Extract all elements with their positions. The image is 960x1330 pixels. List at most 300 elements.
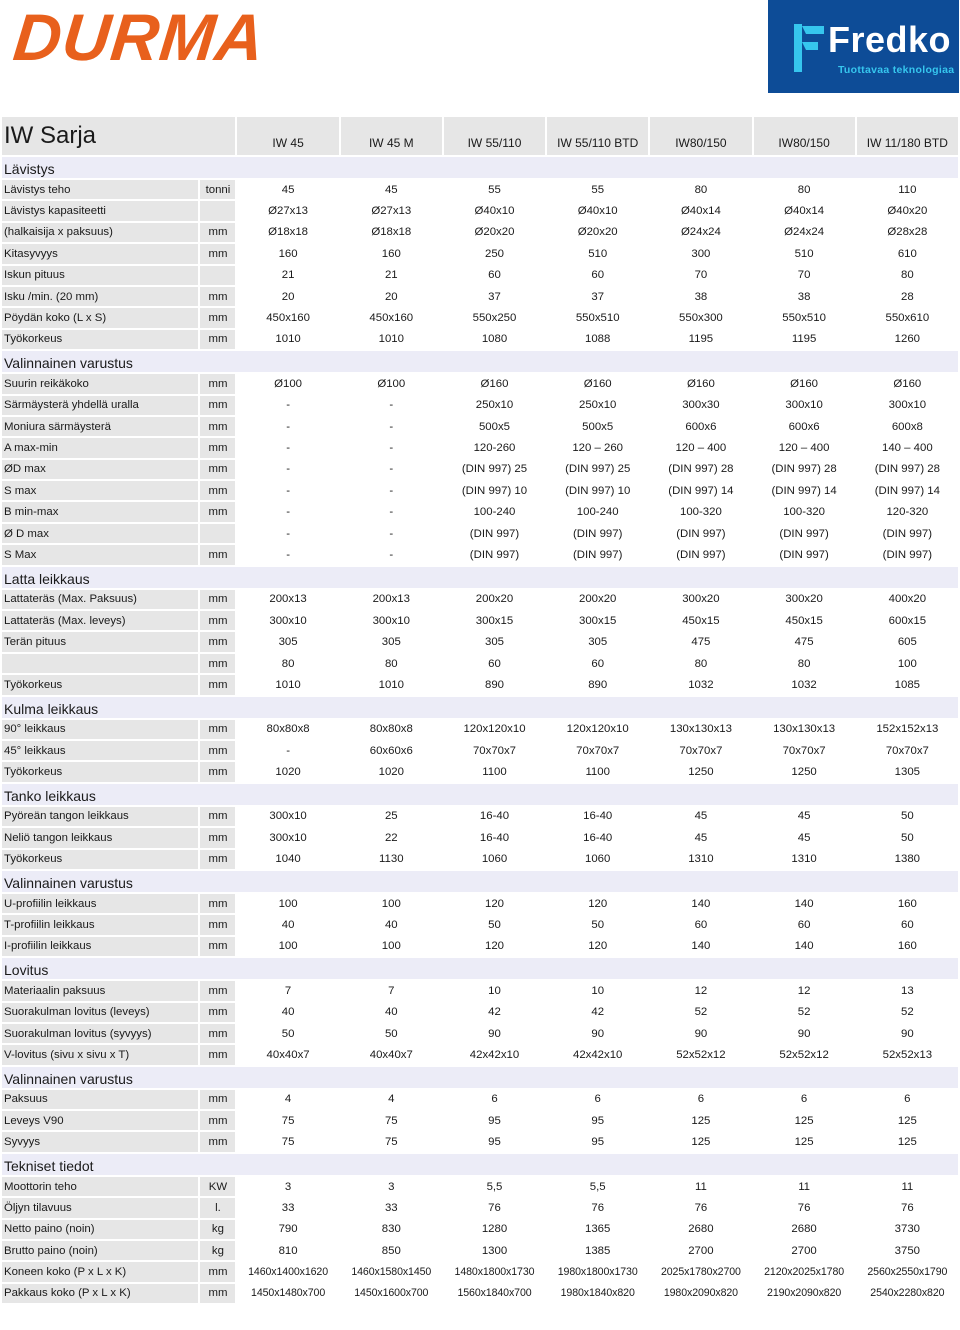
row-unit: mm <box>198 675 235 694</box>
value-cell: 38 <box>648 287 751 306</box>
value-cell: (DIN 997) 25 <box>442 460 545 479</box>
value-cell: 70x70x7 <box>855 741 958 760</box>
value-cell: (DIN 997) <box>648 524 751 543</box>
value-cell: (DIN 997) <box>855 545 958 564</box>
table-row <box>2 1220 958 1239</box>
row-label: Työkorkeus <box>2 330 198 349</box>
value-cell: 305 <box>442 632 545 651</box>
value-cell: 80 <box>752 180 855 199</box>
fredko-mark-icon <box>792 24 826 72</box>
table-row <box>2 1284 958 1303</box>
value-cell: 120 <box>545 894 648 913</box>
value-cell: 95 <box>442 1111 545 1130</box>
value-cell: 550x510 <box>752 308 855 327</box>
value-cell: 55 <box>442 180 545 199</box>
value-cell: 90 <box>855 1024 958 1043</box>
model-header: IW 55/110 BTD <box>545 117 648 155</box>
value-cell: 100-240 <box>442 502 545 521</box>
row-label: A max-min <box>2 438 198 457</box>
value-cell: 4 <box>339 1090 442 1109</box>
value-cell: 120 – 400 <box>648 438 751 457</box>
value-cell: 11 <box>648 1177 751 1196</box>
row-unit: mm <box>198 611 235 630</box>
value-cell: 45 <box>339 180 442 199</box>
value-cell: 130x130x13 <box>648 720 751 739</box>
value-cell: 1280 <box>442 1220 545 1239</box>
value-cell: 2680 <box>752 1220 855 1239</box>
value-cell: 95 <box>545 1132 648 1151</box>
value-cell: - <box>339 502 442 521</box>
value-cell: 2540x2280x820 <box>855 1284 958 1303</box>
value-cell: 6 <box>855 1090 958 1109</box>
value-cell: 42 <box>545 1003 648 1022</box>
value-cell: 6 <box>752 1090 855 1109</box>
value-cell: 100 <box>339 894 442 913</box>
value-cell: 76 <box>648 1198 751 1217</box>
value-cell: 80 <box>752 654 855 673</box>
value-cell: 75 <box>339 1132 442 1151</box>
row-unit: mm <box>198 1262 235 1281</box>
row-unit: mm <box>198 894 235 913</box>
value-cell: 600x15 <box>855 611 958 630</box>
value-cell: 52x52x12 <box>752 1045 855 1064</box>
table-row <box>2 308 958 327</box>
value-cell: 1010 <box>235 675 338 694</box>
row-label: Pyöreän tangon leikkaus <box>2 807 198 826</box>
value-cell: 120x120x10 <box>442 720 545 739</box>
value-cell: Ø40x14 <box>648 201 751 220</box>
value-cell: 300x10 <box>855 396 958 415</box>
value-cell: 52x52x13 <box>855 1045 958 1064</box>
value-cell: 1450x1480x700 <box>235 1284 338 1303</box>
table-row <box>2 654 958 673</box>
row-label: Ø D max <box>2 524 198 543</box>
value-cell: 120 – 400 <box>752 438 855 457</box>
fredko-wordmark: Fredko <box>828 19 952 60</box>
table-row <box>2 741 958 760</box>
table-row <box>2 223 958 242</box>
row-label: Syvyys <box>2 1132 198 1151</box>
value-cell: 28 <box>855 287 958 306</box>
row-label: Kitasyvyys <box>2 244 198 263</box>
value-cell: 120-320 <box>855 502 958 521</box>
value-cell: 1460x1580x1450 <box>339 1262 442 1281</box>
value-cell: 300x10 <box>752 396 855 415</box>
row-unit: mm <box>198 1111 235 1130</box>
value-cell: 120 <box>442 937 545 956</box>
value-cell: 55 <box>545 180 648 199</box>
model-header: IW 45 M <box>339 117 442 155</box>
value-cell: (DIN 997) <box>752 545 855 564</box>
value-cell: Ø160 <box>855 374 958 393</box>
value-cell: 1365 <box>545 1220 648 1239</box>
value-cell: 200x20 <box>442 590 545 609</box>
value-cell: 50 <box>442 915 545 934</box>
value-cell: 21 <box>235 266 338 285</box>
row-label: Isku /min. (20 mm) <box>2 287 198 306</box>
value-cell: 1020 <box>235 762 338 781</box>
table-row <box>2 590 958 609</box>
value-cell: 1060 <box>442 850 545 869</box>
section-title: Valinnainen varustus <box>2 351 958 372</box>
value-cell: - <box>339 460 442 479</box>
value-cell: 600x6 <box>648 417 751 436</box>
row-unit: mm <box>198 545 235 564</box>
value-cell: (DIN 997) <box>648 545 751 564</box>
value-cell: 510 <box>545 244 648 263</box>
row-label: U-profiilin leikkaus <box>2 894 198 913</box>
section-row <box>2 567 958 588</box>
value-cell: 1980x2090x820 <box>648 1284 751 1303</box>
value-cell: Ø40x14 <box>752 201 855 220</box>
value-cell: 890 <box>545 675 648 694</box>
value-cell: 600x6 <box>752 417 855 436</box>
value-cell: 70x70x7 <box>545 741 648 760</box>
value-cell: (DIN 997) <box>752 524 855 543</box>
table-row <box>2 720 958 739</box>
value-cell: 40 <box>235 1003 338 1022</box>
value-cell: 125 <box>752 1132 855 1151</box>
value-cell: - <box>339 545 442 564</box>
value-cell: (DIN 997) 14 <box>648 481 751 500</box>
row-label: Suorakulman lovitus (leveys) <box>2 1003 198 1022</box>
model-header: IW 45 <box>235 117 338 155</box>
value-cell: 75 <box>235 1111 338 1130</box>
value-cell: Ø24x24 <box>648 223 751 242</box>
row-label: 45° leikkaus <box>2 741 198 760</box>
value-cell: 1100 <box>442 762 545 781</box>
value-cell: 16-40 <box>442 828 545 847</box>
value-cell: - <box>235 396 338 415</box>
row-label: Materiaalin paksuus <box>2 981 198 1000</box>
row-label: S max <box>2 481 198 500</box>
section-title: Kulma leikkaus <box>2 697 958 718</box>
value-cell: 120-260 <box>442 438 545 457</box>
value-cell: 80 <box>648 654 751 673</box>
row-unit: mm <box>198 438 235 457</box>
value-cell: 45 <box>752 828 855 847</box>
section-row <box>2 1154 958 1175</box>
value-cell: 6 <box>648 1090 751 1109</box>
value-cell: 60 <box>545 654 648 673</box>
value-cell: 80 <box>855 266 958 285</box>
value-cell: 400x20 <box>855 590 958 609</box>
value-cell: 75 <box>235 1132 338 1151</box>
row-unit: mm <box>198 1090 235 1109</box>
value-cell: 50 <box>545 915 648 934</box>
row-unit: mm <box>198 330 235 349</box>
value-cell: (DIN 997) 28 <box>855 460 958 479</box>
value-cell: 45 <box>752 807 855 826</box>
value-cell: Ø160 <box>648 374 751 393</box>
value-cell: 45 <box>648 807 751 826</box>
value-cell: - <box>339 481 442 500</box>
value-cell: 70x70x7 <box>752 741 855 760</box>
value-cell: 1100 <box>545 762 648 781</box>
value-cell: 160 <box>855 894 958 913</box>
row-unit: mm <box>198 244 235 263</box>
value-cell: 300 <box>648 244 751 263</box>
value-cell: - <box>235 524 338 543</box>
value-cell: 2120x2025x1780 <box>752 1262 855 1281</box>
value-cell: 100-320 <box>648 502 751 521</box>
row-label: Terän pituus <box>2 632 198 651</box>
table-row <box>2 1111 958 1130</box>
table-row <box>2 1262 958 1281</box>
section-row <box>2 958 958 979</box>
table-row <box>2 374 958 393</box>
table-row <box>2 762 958 781</box>
value-cell: - <box>235 417 338 436</box>
value-cell: 1385 <box>545 1241 648 1260</box>
table-row <box>2 460 958 479</box>
value-cell: (DIN 997) 28 <box>648 460 751 479</box>
value-cell: Ø100 <box>339 374 442 393</box>
spec-body <box>2 157 958 1303</box>
value-cell: 600x8 <box>855 417 958 436</box>
row-label: Suurin reikäkoko <box>2 374 198 393</box>
row-label: Netto paino (noin) <box>2 1220 198 1239</box>
row-unit: mm <box>198 807 235 826</box>
value-cell: 140 <box>648 937 751 956</box>
value-cell: Ø20x20 <box>545 223 648 242</box>
value-cell: 37 <box>442 287 545 306</box>
value-cell: 80 <box>648 180 751 199</box>
table-row <box>2 545 958 564</box>
value-cell: 22 <box>339 828 442 847</box>
value-cell: 95 <box>442 1132 545 1151</box>
value-cell: 1020 <box>339 762 442 781</box>
row-unit: mm <box>198 590 235 609</box>
value-cell: 70 <box>648 266 751 285</box>
value-cell: 140 <box>648 894 751 913</box>
row-label <box>2 654 198 673</box>
value-cell: 80 <box>235 654 338 673</box>
value-cell: 33 <box>235 1198 338 1217</box>
value-cell: 140 <box>752 937 855 956</box>
value-cell: 160 <box>339 244 442 263</box>
value-cell: 1060 <box>545 850 648 869</box>
section-title: Tanko leikkaus <box>2 784 958 805</box>
value-cell: 300x15 <box>442 611 545 630</box>
value-cell: 1980x1800x1730 <box>545 1262 648 1281</box>
value-cell: Ø20x20 <box>442 223 545 242</box>
row-unit: mm <box>198 915 235 934</box>
table-row <box>2 675 958 694</box>
value-cell: 1010 <box>235 330 338 349</box>
row-label: Lävistys teho <box>2 180 198 199</box>
row-label: Lattateräs (Max. leveys) <box>2 611 198 630</box>
value-cell: 75 <box>339 1111 442 1130</box>
value-cell: 300x10 <box>339 611 442 630</box>
value-cell: 6 <box>442 1090 545 1109</box>
value-cell: 152x152x13 <box>855 720 958 739</box>
value-cell: (DIN 997) <box>855 524 958 543</box>
value-cell: 125 <box>855 1111 958 1130</box>
value-cell: 120x120x10 <box>545 720 648 739</box>
row-label: V-lovitus (sivu x sivu x T) <box>2 1045 198 1064</box>
value-cell: 40 <box>339 915 442 934</box>
table-row <box>2 981 958 1000</box>
row-unit: mm <box>198 654 235 673</box>
row-unit: mm <box>198 1003 235 1022</box>
value-cell: 76 <box>442 1198 545 1217</box>
value-cell: 120 – 260 <box>545 438 648 457</box>
value-cell: 160 <box>855 937 958 956</box>
value-cell: 60 <box>752 915 855 934</box>
value-cell: 450x160 <box>235 308 338 327</box>
value-cell: 125 <box>648 1132 751 1151</box>
table-row <box>2 1045 958 1064</box>
row-label: I-profiilin leikkaus <box>2 937 198 956</box>
durma-logo: DURMA <box>10 0 269 74</box>
value-cell: 1085 <box>855 675 958 694</box>
row-label: B min-max <box>2 502 198 521</box>
value-cell: 120 <box>442 894 545 913</box>
value-cell: 52 <box>648 1003 751 1022</box>
section-row <box>2 1067 958 1088</box>
value-cell: 200x20 <box>545 590 648 609</box>
row-unit: mm <box>198 850 235 869</box>
table-row <box>2 1132 958 1151</box>
value-cell: 160 <box>235 244 338 263</box>
header-row <box>2 117 958 155</box>
row-label: Lävistys kapasiteetti <box>2 201 198 220</box>
value-cell: Ø18x18 <box>235 223 338 242</box>
value-cell: 76 <box>855 1198 958 1217</box>
row-unit: mm <box>198 828 235 847</box>
row-unit <box>198 266 235 285</box>
value-cell: 300x10 <box>235 807 338 826</box>
value-cell: 5,5 <box>545 1177 648 1196</box>
value-cell: 90 <box>545 1024 648 1043</box>
row-unit: l. <box>198 1198 235 1217</box>
row-label: Suorakulman lovitus (syvyys) <box>2 1024 198 1043</box>
value-cell: (DIN 997) 28 <box>752 460 855 479</box>
value-cell: 2025x1780x2700 <box>648 1262 751 1281</box>
model-header: IW 55/110 <box>442 117 545 155</box>
section-row <box>2 784 958 805</box>
value-cell: Ø40x10 <box>545 201 648 220</box>
value-cell: 1260 <box>855 330 958 349</box>
row-unit: mm <box>198 502 235 521</box>
value-cell: 80x80x8 <box>339 720 442 739</box>
table-row <box>2 1003 958 1022</box>
value-cell: 1560x1840x700 <box>442 1284 545 1303</box>
value-cell: 42 <box>442 1003 545 1022</box>
value-cell: 21 <box>339 266 442 285</box>
table-row <box>2 915 958 934</box>
value-cell: 1010 <box>339 675 442 694</box>
value-cell: Ø40x10 <box>442 201 545 220</box>
value-cell: - <box>339 396 442 415</box>
value-cell: 50 <box>339 1024 442 1043</box>
value-cell: 50 <box>855 828 958 847</box>
row-label: Särmäysterä yhdellä uralla <box>2 396 198 415</box>
value-cell: 850 <box>339 1241 442 1260</box>
value-cell: 2700 <box>752 1241 855 1260</box>
spec-table <box>2 115 958 1305</box>
row-unit: mm <box>198 720 235 739</box>
value-cell: 60 <box>855 915 958 934</box>
value-cell: 20 <box>339 287 442 306</box>
value-cell: 1250 <box>648 762 751 781</box>
value-cell: 130x130x13 <box>752 720 855 739</box>
value-cell: 7 <box>339 981 442 1000</box>
value-cell: 1450x1600x700 <box>339 1284 442 1303</box>
value-cell: 13 <box>855 981 958 1000</box>
value-cell: 550x300 <box>648 308 751 327</box>
row-label: 90° leikkaus <box>2 720 198 739</box>
value-cell: (DIN 997) 10 <box>545 481 648 500</box>
value-cell: Ø24x24 <box>752 223 855 242</box>
row-unit: mm <box>198 1284 235 1303</box>
value-cell: 305 <box>235 632 338 651</box>
value-cell: 2560x2550x1790 <box>855 1262 958 1281</box>
value-cell: 125 <box>648 1111 751 1130</box>
row-label: Iskun pituus <box>2 266 198 285</box>
value-cell: Ø18x18 <box>339 223 442 242</box>
value-cell: 12 <box>648 981 751 1000</box>
row-label: Pakkaus koko (P x L x K) <box>2 1284 198 1303</box>
section-row <box>2 351 958 372</box>
value-cell: 80x80x8 <box>235 720 338 739</box>
table-row <box>2 244 958 263</box>
table-row <box>2 807 958 826</box>
row-label: Neliö tangon leikkaus <box>2 828 198 847</box>
value-cell: 1300 <box>442 1241 545 1260</box>
value-cell: 250x10 <box>545 396 648 415</box>
value-cell: 11 <box>752 1177 855 1196</box>
row-unit: KW <box>198 1177 235 1196</box>
row-label: Leveys V90 <box>2 1111 198 1130</box>
table-row <box>2 1090 958 1109</box>
value-cell: 300x30 <box>648 396 751 415</box>
table-row <box>2 266 958 285</box>
row-label: S Max <box>2 545 198 564</box>
row-unit: mm <box>198 1045 235 1064</box>
value-cell: 110 <box>855 180 958 199</box>
value-cell: 1032 <box>752 675 855 694</box>
value-cell: 7 <box>235 981 338 1000</box>
value-cell: 1040 <box>235 850 338 869</box>
value-cell: 12 <box>752 981 855 1000</box>
value-cell: 52 <box>752 1003 855 1022</box>
value-cell: - <box>235 741 338 760</box>
value-cell: 1010 <box>339 330 442 349</box>
value-cell: 300x10 <box>235 828 338 847</box>
row-unit <box>198 524 235 543</box>
value-cell: 90 <box>442 1024 545 1043</box>
value-cell: 3 <box>235 1177 338 1196</box>
value-cell: 90 <box>752 1024 855 1043</box>
value-cell: 16-40 <box>545 828 648 847</box>
value-cell: 300x15 <box>545 611 648 630</box>
value-cell: 76 <box>752 1198 855 1217</box>
table-row <box>2 937 958 956</box>
row-label: T-profiilin leikkaus <box>2 915 198 934</box>
value-cell: 37 <box>545 287 648 306</box>
row-label: Työkorkeus <box>2 850 198 869</box>
value-cell: 125 <box>855 1132 958 1151</box>
value-cell: 830 <box>339 1220 442 1239</box>
value-cell: 16-40 <box>545 807 648 826</box>
row-unit: mm <box>198 417 235 436</box>
value-cell: 2190x2090x820 <box>752 1284 855 1303</box>
value-cell: Ø27x13 <box>235 201 338 220</box>
table-row <box>2 1177 958 1196</box>
row-label: Työkorkeus <box>2 675 198 694</box>
